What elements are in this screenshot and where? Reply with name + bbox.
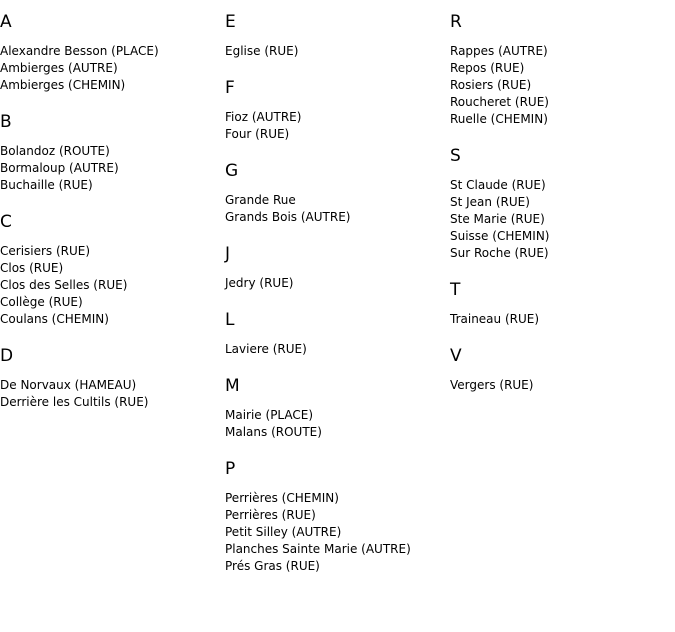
street-list bbox=[225, 275, 450, 292]
street-name[interactable]: Clos des Selles (RUE) bbox=[0, 278, 128, 292]
letter-group bbox=[225, 308, 450, 358]
street-name[interactable]: St Jean (RUE) bbox=[450, 195, 530, 209]
letter-group bbox=[225, 242, 450, 292]
street-name[interactable]: Laviere (RUE) bbox=[225, 342, 307, 356]
letter-group bbox=[0, 344, 225, 411]
index-column-2 bbox=[225, 10, 450, 591]
street-name[interactable]: Clos (RUE) bbox=[0, 261, 64, 275]
street-name[interactable]: Alexandre Besson (PLACE) bbox=[0, 44, 159, 58]
street-list bbox=[225, 341, 450, 358]
street-name[interactable]: Collège (RUE) bbox=[0, 295, 83, 309]
letter-heading: E bbox=[225, 12, 236, 32]
letter-heading: T bbox=[450, 280, 461, 300]
street-list bbox=[450, 311, 675, 328]
street-name[interactable]: Grands Bois (AUTRE) bbox=[225, 210, 351, 224]
street-name[interactable]: Roucheret (RUE) bbox=[450, 95, 549, 109]
street-name[interactable]: Grande Rue bbox=[225, 193, 296, 207]
street-name[interactable]: Ambierges (AUTRE) bbox=[0, 61, 118, 75]
letter-group bbox=[225, 76, 450, 143]
street-name[interactable]: Sur Roche (RUE) bbox=[450, 246, 549, 260]
street-name[interactable]: Fioz (AUTRE) bbox=[225, 110, 302, 124]
street-name[interactable]: Four (RUE) bbox=[225, 127, 290, 141]
letter-group bbox=[0, 110, 225, 194]
street-name[interactable]: Ste Marie (RUE) bbox=[450, 212, 545, 226]
street-name[interactable]: Bolandoz (ROUTE) bbox=[0, 144, 110, 158]
street-list bbox=[225, 43, 450, 60]
letter-heading: J bbox=[225, 244, 231, 264]
street-list bbox=[0, 43, 225, 94]
letter-group bbox=[450, 10, 675, 128]
street-name[interactable]: Eglise (RUE) bbox=[225, 44, 299, 58]
index-column-3 bbox=[450, 10, 675, 410]
letter-heading: D bbox=[0, 346, 14, 366]
street-list bbox=[225, 109, 450, 143]
letter-heading: G bbox=[225, 161, 239, 181]
street-name[interactable]: Vergers (RUE) bbox=[450, 378, 534, 392]
letter-heading: P bbox=[225, 459, 236, 479]
letter-heading: C bbox=[0, 212, 12, 232]
street-list bbox=[450, 43, 675, 128]
letter-group bbox=[0, 10, 225, 94]
letter-group bbox=[0, 210, 225, 328]
street-name[interactable]: Perrières (CHEMIN) bbox=[225, 491, 339, 505]
street-name[interactable]: Jedry (RUE) bbox=[225, 276, 294, 290]
street-list bbox=[450, 177, 675, 262]
letter-group bbox=[450, 278, 675, 328]
letter-group bbox=[450, 344, 675, 394]
street-name[interactable]: Mairie (PLACE) bbox=[225, 408, 314, 422]
letter-group bbox=[225, 159, 450, 226]
street-list bbox=[0, 243, 225, 328]
street-list bbox=[0, 143, 225, 194]
street-name[interactable]: Malans (ROUTE) bbox=[225, 425, 322, 439]
letter-heading: R bbox=[450, 12, 462, 32]
letter-heading: V bbox=[450, 346, 462, 366]
letter-heading: A bbox=[0, 12, 12, 32]
letter-group bbox=[225, 457, 450, 575]
street-name[interactable]: Perrières (RUE) bbox=[225, 508, 316, 522]
street-name[interactable]: Buchaille (RUE) bbox=[0, 178, 93, 192]
street-name[interactable]: Bormaloup (AUTRE) bbox=[0, 161, 119, 175]
letter-heading: F bbox=[225, 78, 235, 98]
street-list bbox=[225, 490, 450, 575]
street-name[interactable]: Rosiers (RUE) bbox=[450, 78, 532, 92]
street-name[interactable]: Rappes (AUTRE) bbox=[450, 44, 548, 58]
street-list bbox=[0, 377, 225, 411]
street-name[interactable]: Derrière les Cultils (RUE) bbox=[0, 395, 149, 409]
street-name[interactable]: Repos (RUE) bbox=[450, 61, 525, 75]
street-name[interactable]: Petit Silley (AUTRE) bbox=[225, 525, 342, 539]
street-name[interactable]: Planches Sainte Marie (AUTRE) bbox=[225, 542, 411, 556]
letter-heading: B bbox=[0, 112, 12, 132]
street-name[interactable]: Ruelle (CHEMIN) bbox=[450, 112, 548, 126]
street-name[interactable]: Coulans (CHEMIN) bbox=[0, 312, 109, 326]
street-name[interactable]: De Norvaux (HAMEAU) bbox=[0, 378, 137, 392]
street-name[interactable]: Cerisiers (RUE) bbox=[0, 244, 91, 258]
street-name[interactable]: Ambierges (CHEMIN) bbox=[0, 78, 126, 92]
street-list bbox=[450, 377, 675, 394]
street-name[interactable]: Prés Gras (RUE) bbox=[225, 559, 320, 573]
street-name[interactable]: Traineau (RUE) bbox=[450, 312, 540, 326]
street-list bbox=[225, 407, 450, 441]
index-column-1 bbox=[0, 10, 225, 427]
letter-heading: M bbox=[225, 376, 240, 396]
street-list bbox=[225, 192, 450, 226]
street-name[interactable]: Suisse (CHEMIN) bbox=[450, 229, 550, 243]
letter-heading: S bbox=[450, 146, 461, 166]
letter-heading: L bbox=[225, 310, 235, 330]
letter-group bbox=[225, 10, 450, 60]
letter-group bbox=[450, 144, 675, 262]
street-name[interactable]: St Claude (RUE) bbox=[450, 178, 546, 192]
letter-group bbox=[225, 374, 450, 441]
